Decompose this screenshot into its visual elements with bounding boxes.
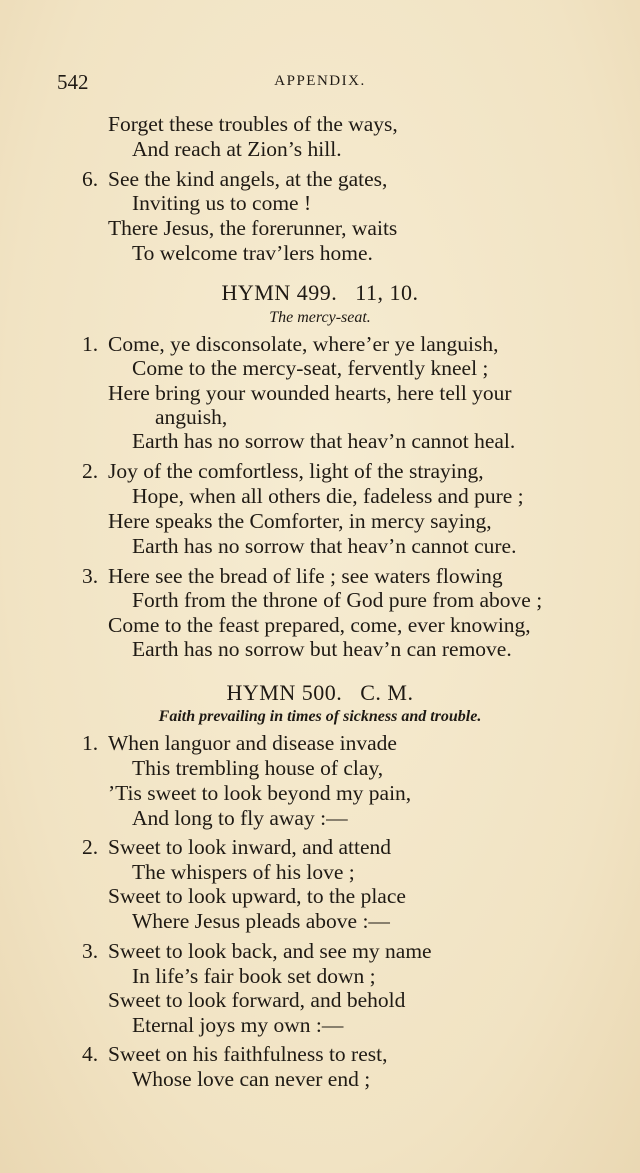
stanza-number: 4. [82, 1042, 99, 1066]
verse-line: Come, ye disconsolate, where’er ye languish, [108, 332, 499, 356]
verse-line: In life’s fair book set down ; [132, 964, 376, 988]
verse-line: anguish, [155, 405, 228, 429]
verse-line: Sweet to look upward, to the place [108, 884, 406, 908]
verse-line: And reach at Zion’s hill. [132, 137, 342, 161]
verse-line: Here speaks the Comforter, in mercy saying, [108, 509, 492, 533]
running-head: APPENDIX. [274, 73, 366, 89]
verse-line: Sweet to look forward, and behold [108, 988, 406, 1012]
verse-line: Here see the bread of life ; see waters flowing [108, 564, 503, 588]
verse-line: Joy of the comfortless, light of the straying, [108, 459, 484, 483]
verse-line: Where Jesus pleads above :— [132, 909, 390, 933]
verse-line: Earth has no sorrow that heav’n cannot heal. [132, 429, 516, 453]
verse-line: Sweet on his faithfulness to rest, [108, 1042, 388, 1066]
stanza-number: 6. [82, 167, 99, 191]
page-number: 542 [57, 70, 89, 94]
verse-line: And long to fly away :— [132, 806, 348, 830]
stanza-number: 1. [82, 731, 99, 755]
verse-line: To welcome trav’lers home. [132, 241, 373, 265]
stanza-number: 1. [82, 332, 99, 356]
stanza-number: 2. [82, 459, 99, 483]
verse-line: Come to the feast prepared, come, ever knowing, [108, 613, 531, 637]
stanza-number: 3. [82, 564, 99, 588]
verse-line: See the kind angels, at the gates, [108, 167, 388, 191]
verse-line: Eternal joys my own :— [132, 1013, 344, 1037]
verse-line: Come to the mercy-seat, fervently kneel ; [132, 356, 489, 380]
verse-line: Inviting us to come ! [132, 191, 312, 215]
verse-line: The whispers of his love ; [132, 860, 355, 884]
hymn-499-subtitle: The mercy-seat. [269, 309, 371, 326]
verse-line: ’Tis sweet to look beyond my pain, [108, 781, 412, 805]
verse-line: There Jesus, the forerunner, waits [108, 216, 398, 240]
verse-line: Sweet to look back, and see my name [108, 939, 432, 963]
page-header [0, 70, 640, 98]
verse-line: Whose love can never end ; [132, 1067, 371, 1091]
verse-line: Here bring your wounded hearts, here tell your [108, 381, 512, 405]
hymn-500-subtitle: Faith prevailing in times of sickness and trouble. [158, 708, 482, 725]
verse-line: Forth from the throne of God pure from above ; [132, 588, 543, 612]
hymn-500-title: HYMN 500. C. M. [226, 680, 414, 705]
verse-line: Hope, when all others die, fadeless and pure ; [132, 484, 524, 508]
stanza-number: 2. [82, 835, 99, 859]
verse-line: Sweet to look inward, and attend [108, 835, 392, 859]
verse-line: This trembling house of clay, [132, 756, 384, 780]
stanza-number: 3. [82, 939, 99, 963]
verse-line: Earth has no sorrow but heav’n can remove. [132, 637, 512, 661]
hymn-499-title: HYMN 499. 11, 10. [221, 280, 419, 305]
verse-line: Forget these troubles of the ways, [108, 112, 398, 136]
verse-line: When languor and disease invade [108, 731, 397, 755]
verse-line: Earth has no sorrow that heav’n cannot cure. [132, 534, 517, 558]
